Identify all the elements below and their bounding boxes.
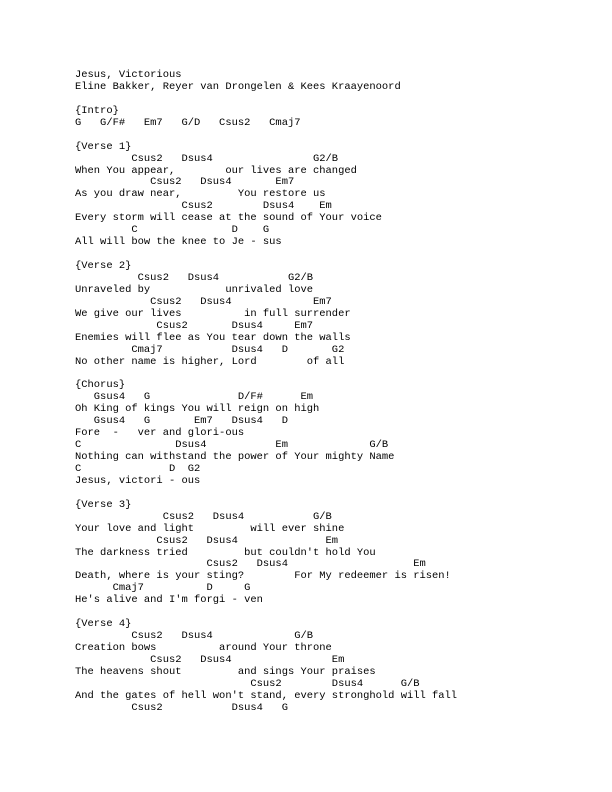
chord-line: C D G [75, 224, 270, 237]
lyric-line: As you draw near, You restore us [75, 188, 326, 201]
lyric-line: He's alive and I'm forgi - ven [75, 594, 263, 607]
lyric-line: Nothing can withstand the power of Your mighty Name [75, 451, 395, 463]
spacer [75, 249, 457, 261]
chord-line: G G/F# Em7 G/D Csus2 Cmaj7 [75, 116, 301, 129]
chord-line: Csus2 Dsus4 G/B [75, 630, 314, 643]
section-verse-2 [75, 261, 457, 368]
section-chorus [75, 380, 457, 487]
section-label: {Verse 4} [75, 618, 132, 631]
chord-line: C D G2 [75, 462, 201, 475]
section-verse-3 [75, 500, 457, 607]
chord-line: Csus2 Dsus4 Em [75, 558, 426, 571]
lyric-line: And the gates of hell won't stand, every stronghold will fall [75, 689, 458, 702]
chord-line: Cmaj7 Dsus4 D G2 [75, 343, 345, 356]
chord-line: C Dsus4 Em G/B [75, 439, 389, 452]
chord-line: Csus2 Dsus4 G/B [75, 677, 420, 690]
section-label: {Verse 1} [75, 140, 132, 153]
lyric-line: The darkness tried but couldn't hold You [75, 546, 376, 559]
lyric-line: Every storm will cease at the sound of Your voice [75, 212, 382, 225]
chord-line: Csus2 Dsus4 Em [75, 534, 339, 547]
lyric-line: Your love and light will ever shine [75, 522, 345, 535]
chord-line: Csus2 Dsus4 G2/B [75, 271, 314, 284]
chord-line: Csus2 Dsus4 Em7 [75, 295, 332, 308]
chord-line: Gsus4 G D/F# Em [75, 391, 314, 404]
chord-line: Csus2 Dsus4 Em7 [75, 176, 295, 189]
lyric-line: When You appear, our lives are changed [75, 164, 357, 177]
spacer [75, 607, 457, 619]
chord-line: Csus2 Dsus4 G2/B [75, 152, 339, 165]
section-intro [75, 106, 457, 130]
song-title: Jesus, Victorious [75, 69, 182, 81]
lyric-line: Jesus, victori - ous [75, 474, 201, 487]
spacer [75, 488, 457, 500]
spacer [75, 94, 457, 106]
chord-line: Csus2 Dsus4 Em7 [75, 319, 314, 332]
chord-line: Csus2 Dsus4 Em [75, 200, 332, 213]
chord-line: Cmaj7 D G [75, 582, 251, 595]
song-authors: Eline Bakker, Reyer van Drongelen & Kees Kraayenoord [75, 80, 401, 93]
section-label: {Intro} [75, 104, 119, 117]
section-verse-4 [75, 619, 457, 715]
section-label: {Verse 2} [75, 260, 132, 272]
section-label: {Verse 3} [75, 498, 132, 511]
lyric-line: We give our lives in full surrender [75, 307, 351, 320]
lyric-line: Death, where is your sting? For My redeemer is risen! [75, 570, 451, 583]
chord-line: Csus2 Dsus4 G [75, 701, 288, 714]
lyric-line: Creation bows around Your throne [75, 642, 332, 654]
lyric-line: Enemies will flee as You tear down the walls [75, 331, 351, 344]
section-label: {Chorus} [75, 379, 126, 392]
lyric-line: Unraveled by unrivaled love [75, 283, 314, 296]
lyric-line: Fore - ver and glori-ous [75, 427, 245, 440]
spacer [75, 130, 457, 142]
chord-line: Csus2 Dsus4 Em [75, 653, 345, 666]
lyric-line: The heavens shout and sings Your praises [75, 665, 376, 678]
section-verse-1 [75, 142, 457, 249]
lyric-line: Oh King of kings You will reign on high [75, 403, 320, 416]
lyric-line: No other name is higher, Lord of all [75, 355, 345, 368]
lyric-line: All will bow the knee to Je - sus [75, 236, 282, 249]
chord-sheet [75, 70, 457, 715]
chord-line: Csus2 Dsus4 G/B [75, 510, 332, 523]
spacer [75, 368, 457, 380]
chord-line: Gsus4 G Em7 Dsus4 D [75, 415, 288, 428]
